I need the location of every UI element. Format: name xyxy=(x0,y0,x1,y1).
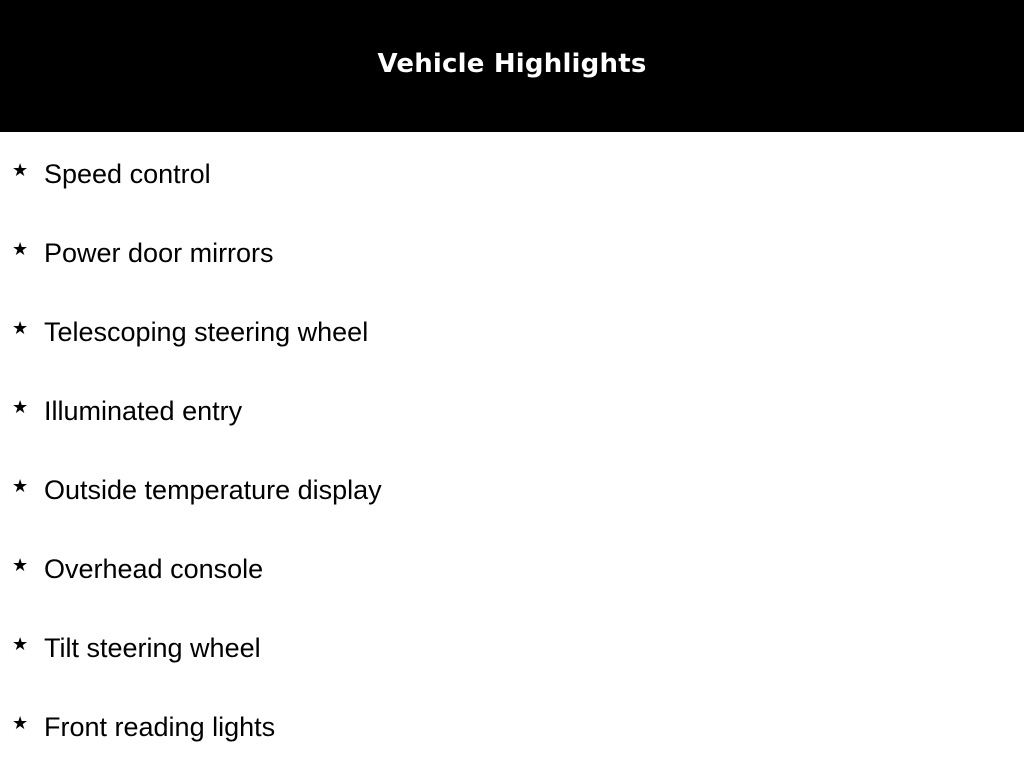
highlight-label: Outside temperature display xyxy=(44,475,382,505)
highlight-label: Telescoping steering wheel xyxy=(44,317,369,347)
star-icon: ★ xyxy=(12,555,29,576)
page-title: Vehicle Highlights xyxy=(377,49,647,79)
highlight-label: Front reading lights xyxy=(44,712,276,742)
star-icon: ★ xyxy=(12,318,29,339)
star-icon: ★ xyxy=(12,397,29,418)
page-header xyxy=(0,0,1024,132)
star-icon: ★ xyxy=(12,239,29,260)
highlight-label: Overhead console xyxy=(44,554,264,584)
star-icon: ★ xyxy=(12,160,29,181)
highlight-label: Tilt steering wheel xyxy=(44,633,261,663)
star-icon: ★ xyxy=(12,476,29,497)
highlight-label: Power door mirrors xyxy=(44,238,274,268)
highlight-label: Illuminated entry xyxy=(44,396,243,426)
star-icon: ★ xyxy=(12,713,29,734)
highlight-label: Speed control xyxy=(44,159,211,189)
star-icon: ★ xyxy=(12,634,29,655)
